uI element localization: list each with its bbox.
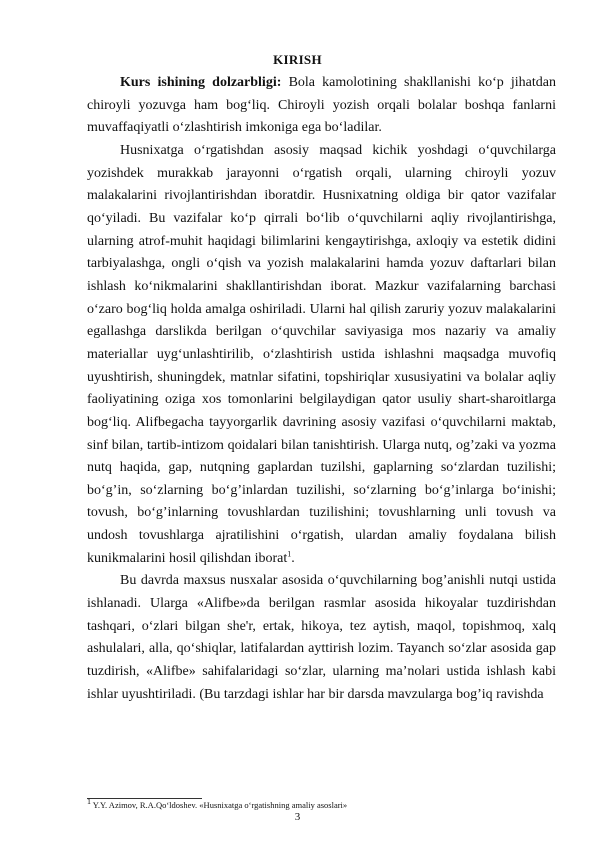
- relevance-text: Bola kamolotining shakllanishi ko‘p jihatdan chiroyli yozuvga ham bog‘liq. Chiroyli yozish orqali bolalar boshqa fanlarni muvaffaqiyatli o‘zlashtirish imkoniga ega bo‘ladilar.: [87, 75, 556, 136]
- footnote-text: Y.Y. Azimov, R.A.Qo‘ldoshev. «Husnixatga o‘rgatishning amaliy asoslari»: [91, 800, 348, 810]
- paragraph-goal: [87, 140, 556, 570]
- paragraph-relevance: [87, 72, 556, 140]
- footnote-mark: 1: [87, 797, 91, 807]
- period-text: Bu davrda maxsus nusxalar asosida o‘quvchilarning bog’anishli nutqi ustida ishlanadi. Ularga «Alifbe»da berilgan rasmlar asosida hikoyalar tuzdirishdan tashqari, o‘zlari bilgan she'r, ertak, hikoya, tez aytish, maqol, topishmoq, xalq ashulalari, alla, qo‘shiqlar, latifalardan ayttirish lozim. Tayanch so‘zlar asosida gap tuzdirish, «Alifbe» sahifalaridagi so‘zlar, ularning ma’nolari ustida ishlash kabi ishlar uyushtiriladi. (Bu tarzdagi ishlar har bir darsda mavzularga bog’iq ravishda: [87, 573, 556, 702]
- page-number: 3: [294, 811, 301, 823]
- footnote-divider: [87, 798, 202, 799]
- paragraph-period: [87, 570, 556, 706]
- relevance-label: Kurs ishining dolzarbligi:: [120, 75, 282, 90]
- section-title: KIRISH: [273, 52, 322, 67]
- body-text: [87, 72, 556, 706]
- goal-text: Husnixatga o‘rgatishdan asosiy maqsad kichik yoshdagi o‘quvchilarga yozishdek murakkab jarayonni o‘rgatish orqali, ularning chiroyli yozuv malakalarini rivojlantirishdan iboratdir. Husnixatning oldiga bir qator vazifalar qo‘yiladi. Bu vazifalar ko‘p qirrali bo‘lib o‘quvchilarni aqliy rivojlantirishga, ularning atrof-muhit haqidagi bilimlarini kengaytirishga, axloqiy va estetik didini tarbiyalashga, ongli o‘qish va yozish malakalarini hamda yozuv daftarlari bilan ishlash ko‘nikmalarini shakllantirishdan iborat. Mazkur vazifalarning barchasi o‘zaro bog‘liq holda amalga oshiriladi. Ularni hal qilish zaruriy yozuv malakalarini egallashga darslikda berilgan o‘quvchilar saviyasiga mos nazariy va amaliy materiallar uyg‘unlashtirilib, o‘zlashtirish ustida ishlashni maqsadga muvofiq uyushtirish, shuningdek, matnlar sifatini, topshiriqlar xususiyatini va bolalar aqliy faoliyatining oziga xos tomonlarini belgilaydigan qator usuliy shart-sharoitlarga bog‘liq. Alifbegacha tayyorgarlik davrining asosiy vazifasi o‘quvchilarni maktab, sinf bilan, tartib-intizom qoidalari bilan tanishtirish. Ularga nutq, og’zaki va yozma nutq haqida, gap, nutqning gaplardan tuzilshi, gaplarning so‘zlardan tuzilishi; bo‘g’in, so‘zlarning bo‘g’inlardan tuzilishi, so‘zlarning bo‘g’inlarga bo‘inishi; tovush, bo‘g’inlarning tovushlardan tuzilishini; tovushlarning unli tovush va undosh tovushlarga ajratilishini o‘rgatish, ulardan amaliy foydalana bilish kunikmalarini hosil qilishdan iborat: [87, 142, 556, 566]
- footnote-reference[interactable]: 1: [287, 549, 292, 559]
- goal-end: .: [291, 550, 295, 566]
